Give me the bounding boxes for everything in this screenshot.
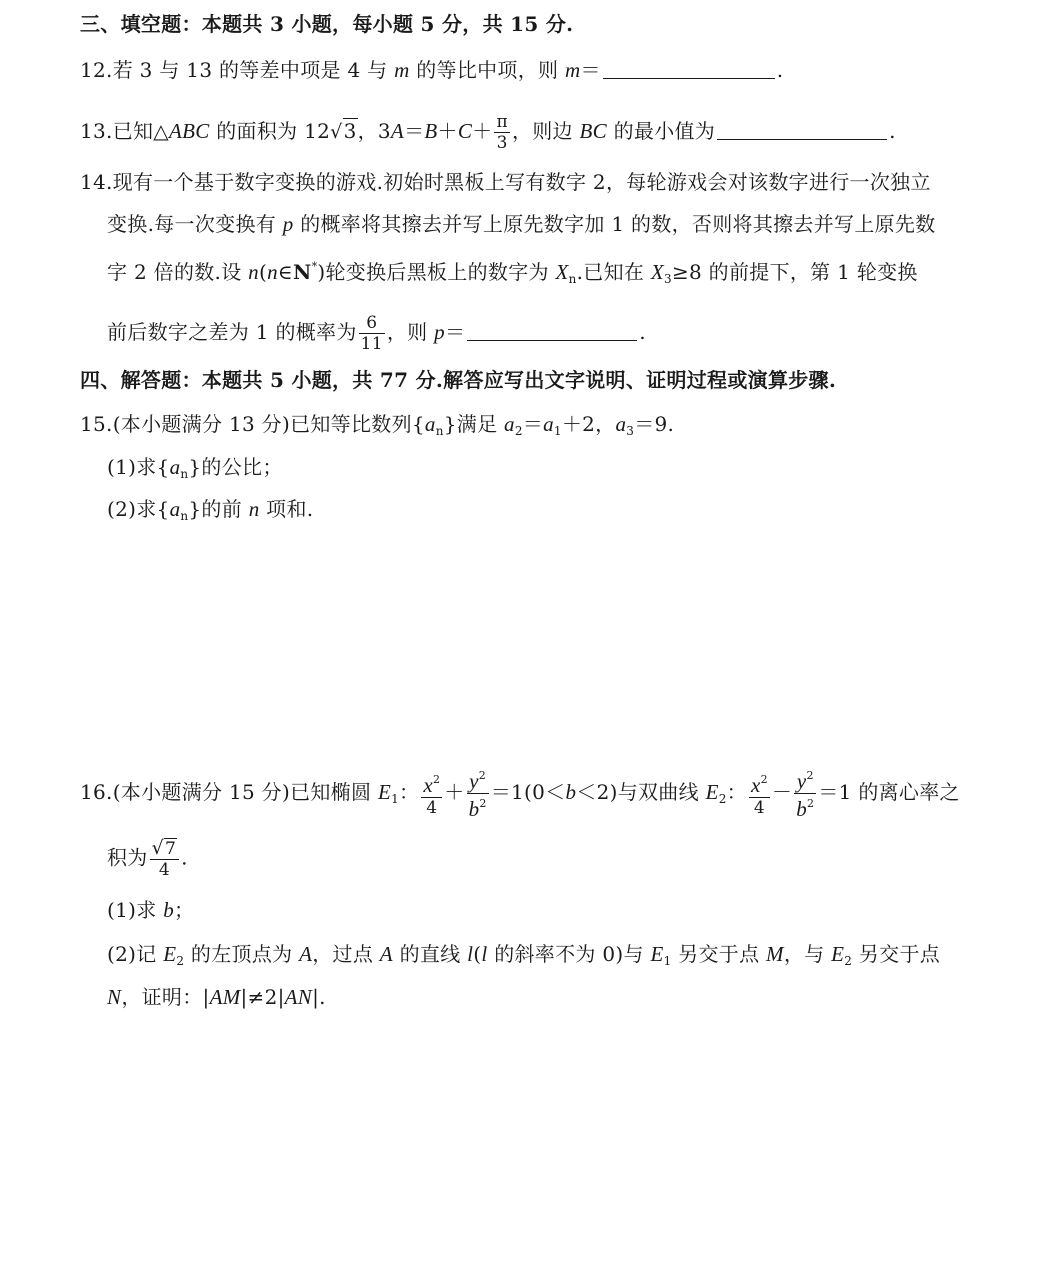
q12-end: . [776, 58, 784, 82]
q16-E2sub: 2 [718, 792, 727, 806]
q15-a3sub: 3 [626, 424, 635, 438]
q12-var-m: m [394, 58, 410, 82]
q16-s3-N: N [107, 985, 122, 1009]
q16-frac1-num [421, 770, 442, 798]
q16-f4-y: y [796, 769, 807, 793]
question-16 [80, 766, 960, 821]
q15-subquestion-1 [107, 455, 283, 486]
q16-s2a: (2)记 [107, 942, 164, 966]
q15-var-a2: a [504, 412, 515, 436]
q16-s2h: ，与 [783, 942, 832, 966]
q14-var-p: p [282, 212, 294, 236]
q12-eq: ＝ [580, 58, 601, 82]
q16-s2-Esub: 2 [176, 954, 185, 968]
q14-var-X: X [555, 260, 569, 284]
q14-l3c: ∈ [277, 260, 293, 284]
q13-text7: ，则边 [511, 119, 580, 143]
q16-f2-y: y [469, 769, 479, 793]
section-heading-fill-in: 三、填空题：本题共 3 小题，每小题 5 分，共 15 分. [80, 12, 574, 36]
q13-frac-den: 3 [496, 133, 508, 153]
q16-f1-sup: 2 [432, 772, 441, 786]
q16-frac4-num [794, 766, 816, 794]
q15-var-a3: a [615, 412, 627, 436]
q16-s2g: 另交于点 [671, 942, 767, 966]
q16-s2-E2sub: 2 [844, 954, 853, 968]
q13-var-b: B [424, 119, 438, 143]
q13-text1: 13.已知△ [80, 119, 169, 143]
q14-l4b: ，则 [386, 320, 435, 344]
q16-s1-b: b [163, 898, 174, 922]
q14-l3e: .已知在 [576, 260, 651, 284]
q13-var-a: A [390, 119, 405, 143]
q13-text5: ＋ [437, 119, 458, 143]
q16-frac-x-over-4-b [749, 770, 770, 818]
q14-line1: 14.现有一个基于数字变换的游戏.初始时黑板上写有数字 2，每轮游戏会对该数字进行一次独立 [80, 170, 931, 194]
q13-var-c: C [457, 119, 473, 143]
q16-s2-l: l [467, 942, 474, 966]
q16-var-E1: E [377, 780, 392, 804]
q14-l2b: 的概率将其擦去并写上原先数字加 1 的数，否则将其擦去并写上原先数 [293, 212, 936, 236]
q15-a2sub: 2 [514, 424, 523, 438]
q15-var-a1: a [543, 412, 554, 436]
q16-line2 [107, 838, 188, 880]
q13-var-abc: ABC [169, 119, 210, 143]
q15-asub: n [435, 424, 444, 438]
q16-sqrt-num [150, 838, 180, 860]
q16-f2-b: b [468, 797, 480, 821]
q16-sqrt-den: 4 [158, 860, 170, 880]
q16-subquestion-2 [107, 942, 940, 973]
q16-s3-AN: AN [284, 985, 313, 1009]
q15-text4: ＋2， [561, 412, 616, 436]
q13-answer-blank[interactable] [717, 119, 887, 140]
q12-text2: 的等比中项，则 [409, 58, 565, 82]
q13-frac-num: π [496, 112, 508, 132]
q16-f3-sup: 2 [760, 772, 768, 786]
q16-text4: ＝1 的离心率之 [818, 780, 960, 804]
q16-colon: ： [399, 780, 420, 804]
q16-s2-E1: E [650, 942, 664, 966]
q14-var-n: n [248, 260, 259, 284]
q13-text8: 的最小值为 [606, 119, 716, 143]
q16-s2b: 的左顶点为 [184, 942, 300, 966]
q16-plus: ＋ [444, 780, 465, 804]
q16-frac2-num [467, 766, 489, 794]
q16-s2-M: M [766, 942, 784, 966]
q14-var-n2: n [267, 260, 278, 284]
section-heading-solutions: 四、解答题：本题共 5 小题，共 77 分.解答应写出文字说明、证明过程或演算步骤. [80, 368, 837, 392]
q14-frac-den: 11 [360, 334, 383, 354]
q15-s2a: (2)求{ [107, 497, 170, 521]
q15-s1b: }的公比； [188, 455, 283, 479]
q16-frac1-den: 4 [426, 797, 438, 818]
q16-var-E2: E [705, 780, 719, 804]
q16-f2-sup: 2 [478, 769, 487, 782]
q15-s2b: }的前 [188, 497, 249, 521]
q13-text4: ＝ [404, 119, 425, 143]
q13-fraction [494, 112, 509, 153]
q13-var-bc: BC [579, 119, 607, 143]
q16-frac3-den: 4 [753, 797, 765, 818]
q16-s1c: ； [174, 898, 195, 922]
q14-set-N: N [293, 260, 312, 284]
q14-line3 [107, 255, 918, 291]
q16-s2c: ，过点 [312, 942, 380, 966]
q14-answer-blank[interactable] [467, 320, 637, 341]
q12-text: 12.若 3 与 13 的等差中项是 4 与 [80, 58, 395, 82]
q13-text3: ，3 [357, 119, 391, 143]
sqrt-icon: √ [151, 837, 165, 859]
q16-s2-l2: l [481, 942, 488, 966]
q15-s2-n: n [248, 497, 260, 521]
q14-xsub: n [568, 272, 577, 286]
q14-l3d: )轮变换后黑板上的数字为 [317, 260, 556, 284]
q15-a1sub: 1 [553, 424, 562, 438]
q15-s2-sub: n [180, 509, 189, 523]
q14-eq: ＝ [444, 320, 466, 344]
q16-s2-A: A [299, 942, 313, 966]
q16-s1a: (1)求 [107, 898, 164, 922]
q16-l2a: 积为 [107, 845, 148, 870]
q16-s2-A2: A [379, 942, 393, 966]
q14-l3f: ≥8 的前提下，第 1 轮变换 [671, 260, 918, 284]
question-15 [80, 412, 674, 443]
q16-f3-x: x [750, 772, 761, 797]
q14-line2 [107, 212, 936, 236]
q16-minus: － [771, 780, 793, 804]
q16-text3: ＜2)与双曲线 [576, 780, 706, 804]
q13-end: . [889, 119, 896, 143]
q13-root: 3 [343, 119, 357, 143]
q15-var-a: a [424, 412, 436, 436]
q15-s1-sub: n [180, 467, 189, 481]
q13-text2: 的面积为 12 [209, 119, 331, 143]
q16-text2: ＝1(0＜ [490, 780, 566, 804]
q14-end: . [639, 320, 646, 344]
q16-f4-bsup: 2 [807, 797, 815, 810]
q16-f4-b: b [796, 797, 808, 821]
q15-s2c: 项和. [259, 497, 314, 521]
q16-s3-AM: AM [209, 985, 241, 1009]
q16-var-b: b [565, 780, 577, 804]
q14-var-p2: p [434, 320, 445, 344]
q16-s3b: |≠2| [240, 985, 285, 1009]
q16-f2-bsup: 2 [479, 797, 487, 810]
q16-s3a: ，证明：| [121, 985, 210, 1009]
q14-l4a: 前后数字之差为 1 的概率为 [107, 320, 357, 344]
q16-E1sub: 1 [391, 792, 400, 806]
q16-s2e: ( [473, 942, 482, 966]
q14-fraction [359, 313, 385, 354]
q16-f4-sup: 2 [806, 769, 814, 782]
q16-subquestion-2-cont [107, 985, 326, 1009]
q14-l3a: 字 2 倍的数.设 [107, 260, 249, 284]
q14-star: * [311, 260, 318, 273]
q12-answer-blank[interactable] [603, 58, 775, 79]
q16-s2d: 的直线 [392, 942, 468, 966]
q14-l3b: ( [258, 260, 268, 284]
q16-frac2-den [467, 794, 489, 821]
sqrt-icon: √ [330, 121, 343, 143]
q16-sqrt-radicand: 7 [165, 839, 177, 859]
q15-s1a: (1)求{ [107, 455, 170, 479]
q14-frac-num: 6 [359, 313, 385, 334]
q14-var-X3: X [650, 260, 664, 284]
q15-text1: 15.(本小题满分 13 分)已知等比数列{ [80, 412, 425, 436]
q15-s2-var: a [169, 497, 181, 521]
q14-l2a: 变换.每一次变换有 [107, 212, 283, 236]
q16-frac-x-over-4 [421, 770, 442, 818]
q16-text1: 16.(本小题满分 15 分)已知椭圆 [80, 780, 378, 804]
q15-text2: }满足 [443, 412, 505, 436]
q16-s2f: 的斜率不为 0)与 [487, 942, 651, 966]
q16-colon2: ： [726, 780, 747, 804]
q14-line4 [107, 313, 646, 354]
q16-subquestion-1 [107, 898, 194, 922]
q15-subquestion-2 [107, 497, 313, 528]
q16-l2b: . [181, 845, 188, 870]
question-13 [80, 112, 896, 153]
q15-text5: ＝9. [634, 412, 675, 436]
q16-s2-E2: E [831, 942, 845, 966]
q16-s2i: 另交于点 [852, 942, 941, 966]
q16-s2-E1sub: 1 [663, 954, 672, 968]
q15-s1-var: a [169, 455, 181, 479]
q15-text3: ＝ [522, 412, 544, 436]
q13-text6: ＋ [472, 119, 493, 143]
q16-frac4-den [794, 794, 816, 821]
q16-sqrt-fraction [150, 838, 180, 880]
q16-frac3-num [749, 770, 770, 798]
q16-f1-x: x [423, 772, 433, 797]
q16-frac-y-over-b-b [794, 766, 816, 821]
question-12 [80, 58, 783, 82]
q12-var-m2: m [565, 58, 581, 82]
q16-frac-y-over-b [467, 766, 489, 821]
q16-s3c: |. [312, 985, 326, 1009]
q16-s2-E: E [163, 942, 177, 966]
q14-x3sub: 3 [664, 272, 672, 286]
